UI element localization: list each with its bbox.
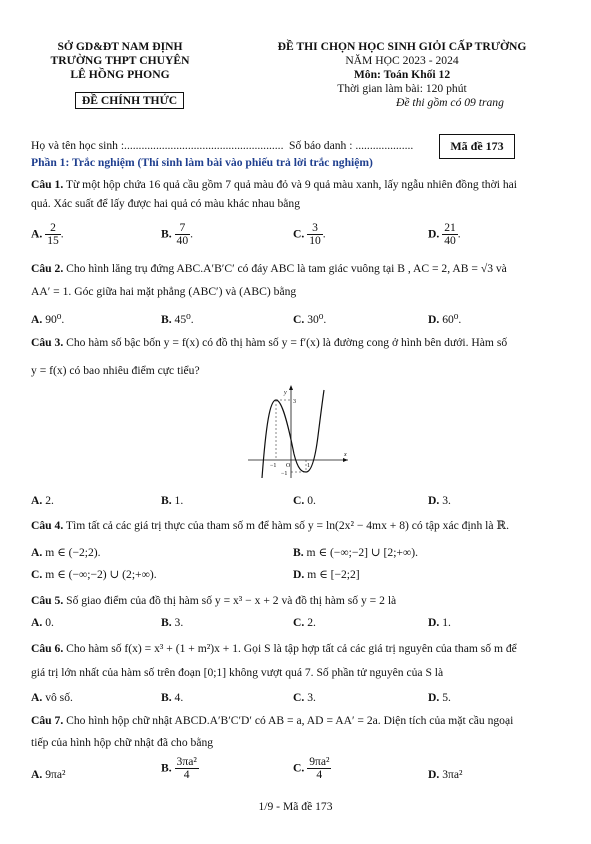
question-2-cont: AA′ = 1. Góc giữa hai mặt phẳng (ABC′) và (ABC) bằng [31, 285, 297, 298]
q2-option-a: A. 90⁰. [31, 313, 65, 326]
q1-option-d: D. $\frac{21}{40}$ . [428, 221, 461, 248]
page-footer: 1/9 - Mã đề 173 [258, 800, 333, 813]
question-3: Câu 3. Cho hàm số bậc bốn y = f(x) có đồ thị hàm số y = f′(x) là đường cong ở hình bên dưới. Hàm số [31, 336, 508, 349]
q7-option-d: D. 3πa² [428, 768, 463, 781]
q7-option-a: A. 9πa² [31, 768, 66, 781]
q5-option-d: D. 1. [428, 616, 451, 629]
q6-option-c: C. 3. [293, 691, 316, 704]
q6-option-a: A. vô số. [31, 691, 73, 704]
subject: Môn: Toán Khối 12 [353, 68, 451, 81]
school-year: NĂM HỌC 2023 - 2024 [345, 54, 459, 67]
q3-option-c: C. 0. [293, 494, 316, 507]
x-label: x [344, 452, 347, 458]
y-axis-arrow [289, 385, 293, 390]
question-6-cont: giá trị lớn nhất của hàm số trên đoạn [0;1] không vượt quá 7. Số phần tử nguyên của S là [31, 666, 444, 679]
exam-time: Thời gian làm bài: 120 phút [337, 82, 467, 95]
q1-option-a: A. $\frac{2}{15}$ . [31, 221, 64, 248]
q2-option-d: D. 60⁰. [428, 313, 462, 326]
student-name-field: Họ và tên học sinh :....................................................... [31, 139, 284, 152]
q5-option-b: B. 3. [161, 616, 184, 629]
question-2: Câu 2. Cho hình lăng trụ đứng ABC.A′B′C′ có đáy ABC là tam giác vuông tại B , AC = 2, AB = √3 và [31, 262, 507, 275]
q2-option-b: B. 45⁰. [161, 313, 194, 326]
department-name: SỞ GD&ĐT NAM ĐỊNH [57, 40, 183, 53]
official-badge: ĐỀ CHÍNH THỨC [75, 92, 184, 109]
tick-x-1: 1 [307, 463, 310, 469]
question-3-cont: y = f(x) có bao nhiêu điểm cực tiểu? [31, 364, 200, 377]
q5-option-a: A. 0. [31, 616, 54, 629]
q5-option-c: C. 2. [293, 616, 316, 629]
q4-option-d: D. m ∈ [−2;2] [293, 568, 360, 581]
exam-code-box: Mã đề 173 [439, 134, 515, 159]
q1-option-c: C. $\frac{3}{10}$ . [293, 221, 326, 248]
q1-option-b: B. $\frac{7}{40}$ . [161, 221, 194, 248]
tick-y-minus1: −1 [281, 471, 288, 477]
q4-option-a: A. m ∈ (−2;2). [31, 546, 101, 559]
school-name-line2: LÊ HỒNG PHONG [70, 68, 170, 81]
q3-option-d: D. 3. [428, 494, 451, 507]
q4-option-c: C. m ∈ (−∞;−2) ∪ (2;+∞). [31, 568, 157, 581]
question-7: Câu 7. Cho hình hộp chữ nhật ABCD.A′B′C′D′ có AB = a, AD = AA′ = 2a. Diện tích của mặt cầu ngoại [31, 714, 514, 727]
q2-option-c: C. 30⁰. [293, 313, 327, 326]
q6-option-b: B. 4. [161, 691, 184, 704]
q7-option-c: C. $\frac{\text{9πa²}}{4}$ [293, 755, 330, 782]
q4-option-b: B. m ∈ (−∞;−2] ∪ [2;+∞). [293, 546, 418, 559]
y-label: y [284, 390, 287, 396]
q3-option-a: A. 2. [31, 494, 54, 507]
derivative-graph [248, 384, 352, 480]
question-4: Câu 4. Tìm tất cả các giá trị thực của tham số m để hàm số y = ln(2x² − 4mx + 8) có tập xác định là ℝ. [31, 519, 509, 532]
question-1: Câu 1. Từ một hộp chứa 16 quả cầu gồm 7 quả màu đỏ và 9 quả màu xanh, lấy ngẫu nhiên đồng thời hai [31, 178, 518, 191]
question-7-cont: tiếp của hình hộp chữ nhật đã cho bằng [31, 736, 214, 749]
page-count: Đề thi gồm có 09 trang [396, 96, 504, 109]
question-6: Câu 6. Cho hàm số f(x) = x³ + (1 + m²)x + 1. Gọi S là tập hợp tất cả các giá trị nguyên của tham số m để [31, 642, 517, 655]
q7-option-b: B. $\frac{\text{3πa²}}{4}$ [161, 755, 197, 782]
x-axis-arrow [343, 458, 348, 462]
question-5: Câu 5. Số giao điểm của đồ thị hàm số y = x³ − x + 2 và đồ thị hàm số y = 2 là [31, 594, 397, 607]
exam-title: ĐỀ THI CHỌN HỌC SINH GIỎI CẤP TRƯỜNG [277, 40, 527, 53]
tick-3: 3 [293, 399, 296, 405]
q6-option-d: D. 5. [428, 691, 451, 704]
question-1-cont: quả. Xác suất để lấy được hai quả có màu khác nhau bằng [31, 197, 300, 210]
tick-x-minus1: −1 [270, 463, 277, 469]
origin-label: O [286, 463, 291, 469]
q3-option-b: B. 1. [161, 494, 184, 507]
candidate-number-field: Số báo danh : .................... [289, 139, 414, 152]
school-name-line1: TRƯỜNG THPT CHUYÊN [50, 54, 190, 67]
section-heading: Phần 1: Trắc nghiệm (Thí sinh làm bài vào phiếu trả lời trắc nghiệm) [31, 156, 373, 169]
